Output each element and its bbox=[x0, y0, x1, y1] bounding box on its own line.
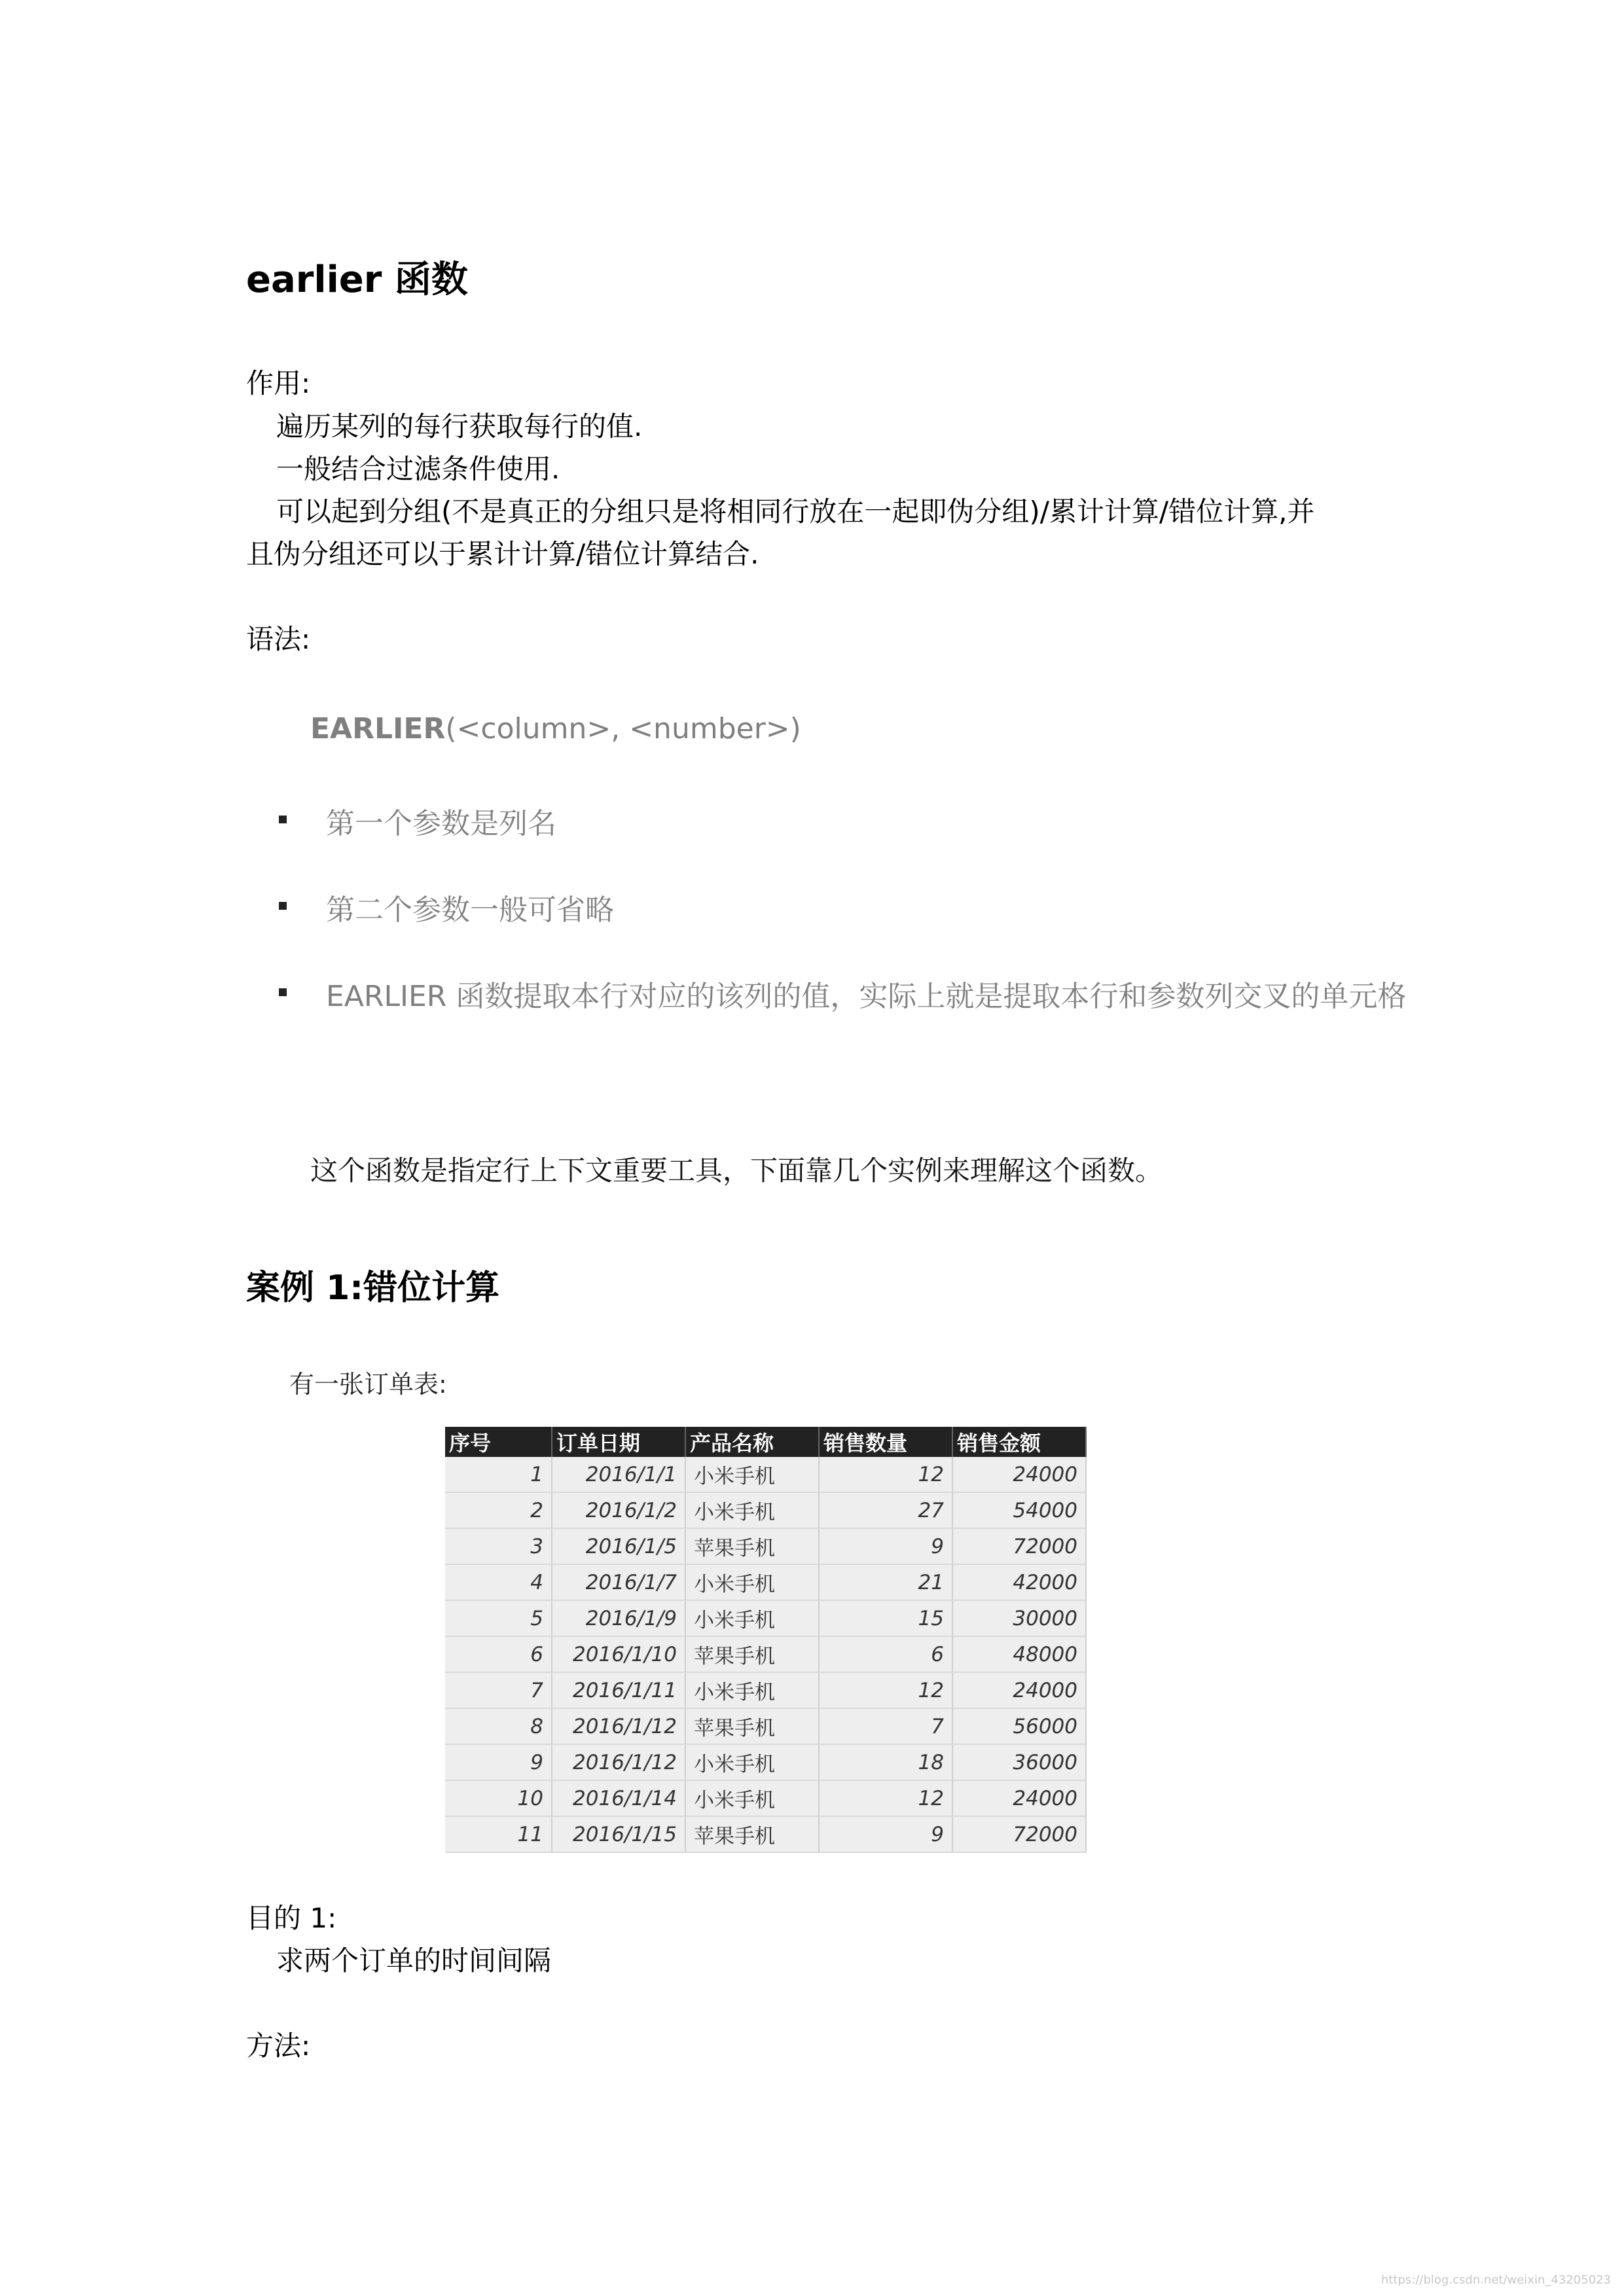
syntax-bullet-1: 第一个参数是列名 bbox=[326, 807, 556, 840]
table-cell: 2016/1/10 bbox=[552, 1636, 685, 1672]
table-cell: 48000 bbox=[952, 1636, 1086, 1672]
table-cell: 4 bbox=[445, 1564, 552, 1600]
table-cell: 21 bbox=[819, 1564, 952, 1600]
table-cell: 30000 bbox=[952, 1600, 1086, 1636]
table-cell: 2016/1/7 bbox=[552, 1564, 685, 1600]
table-cell: 苹果手机 bbox=[685, 1636, 819, 1672]
table-cell: 15 bbox=[819, 1600, 952, 1636]
goal-label: 目的 1: bbox=[246, 1902, 337, 1934]
table-header-row bbox=[445, 1427, 1086, 1457]
table-cell: 9 bbox=[819, 1816, 952, 1852]
table-cell: 小米手机 bbox=[685, 1744, 819, 1780]
usage-line-4: 且伪分组还可以于累计计算/错位计算结合. bbox=[246, 538, 759, 570]
table-cell: 2 bbox=[445, 1492, 552, 1528]
bullet-marker bbox=[279, 816, 287, 823]
table-cell: 2016/1/12 bbox=[552, 1744, 685, 1780]
table-row bbox=[445, 1528, 1086, 1564]
table-cell: 42000 bbox=[952, 1564, 1086, 1600]
table-row bbox=[445, 1636, 1086, 1672]
method-label: 方法: bbox=[246, 2030, 311, 2062]
table-cell: 小米手机 bbox=[685, 1600, 819, 1636]
syntax-bullet-2: 第二个参数一般可省略 bbox=[326, 893, 614, 927]
syntax-function-name: EARLIER bbox=[310, 712, 446, 745]
column-header: 销售数量 bbox=[819, 1427, 952, 1457]
watermark: https://blog.csdn.net/weixin_43205023 bbox=[1380, 2273, 1611, 2287]
usage-label: 作用: bbox=[246, 367, 311, 399]
table-cell: 56000 bbox=[952, 1708, 1086, 1744]
table-cell: 2016/1/2 bbox=[552, 1492, 685, 1528]
table-cell: 10 bbox=[445, 1780, 552, 1816]
case1-title: 案例 1:错位计算 bbox=[246, 1268, 500, 1308]
table-cell: 小米手机 bbox=[685, 1457, 819, 1492]
table-cell: 小米手机 bbox=[685, 1564, 819, 1600]
table-cell: 2016/1/1 bbox=[552, 1457, 685, 1492]
table-cell: 6 bbox=[445, 1636, 552, 1672]
table-cell: 24000 bbox=[952, 1672, 1086, 1708]
syntax-label: 语法: bbox=[246, 623, 311, 655]
table-cell: 9 bbox=[819, 1528, 952, 1564]
table-cell: 小米手机 bbox=[685, 1492, 819, 1528]
table-cell: 12 bbox=[819, 1672, 952, 1708]
table-cell: 54000 bbox=[952, 1492, 1086, 1528]
usage-line-2: 一般结合过滤条件使用. bbox=[276, 453, 560, 485]
table-row bbox=[445, 1816, 1086, 1852]
table-row bbox=[445, 1708, 1086, 1744]
table-cell: 12 bbox=[819, 1780, 952, 1816]
usage-line-3: 可以起到分组(不是真正的分组只是将相同行放在一起即伪分组)/累计计算/错位计算,并 bbox=[276, 495, 1315, 528]
page-title: earlier 函数 bbox=[246, 259, 468, 301]
case1-intro: 有一张订单表: bbox=[289, 1370, 447, 1399]
table-cell: 27 bbox=[819, 1492, 952, 1528]
table-row bbox=[445, 1780, 1086, 1816]
table-cell: 2016/1/11 bbox=[552, 1672, 685, 1708]
table-cell: 9 bbox=[445, 1744, 552, 1780]
orders-table bbox=[445, 1427, 1087, 1853]
table-cell: 小米手机 bbox=[685, 1780, 819, 1816]
table-cell: 24000 bbox=[952, 1780, 1086, 1816]
syntax-note: 这个函数是指定行上下文重要工具，下面靠几个实例来理解这个函数。 bbox=[310, 1155, 1163, 1187]
table-cell: 6 bbox=[819, 1636, 952, 1672]
table-cell: 2016/1/15 bbox=[552, 1816, 685, 1852]
goal-text: 求两个订单的时间间隔 bbox=[276, 1945, 552, 1977]
table-cell: 72000 bbox=[952, 1528, 1086, 1564]
syntax-bullet-3: EARLIER 函数提取本行对应的该列的值，实际上就是提取本行和参数列交叉的单元格 bbox=[326, 980, 1407, 1013]
table-row bbox=[445, 1492, 1086, 1528]
table-cell: 11 bbox=[445, 1816, 552, 1852]
table-cell: 2016/1/9 bbox=[552, 1600, 685, 1636]
table-cell: 苹果手机 bbox=[685, 1708, 819, 1744]
column-header: 序号 bbox=[445, 1427, 552, 1457]
table-cell: 72000 bbox=[952, 1816, 1086, 1852]
table-cell: 2016/1/5 bbox=[552, 1528, 685, 1564]
table-cell: 3 bbox=[445, 1528, 552, 1564]
column-header: 订单日期 bbox=[552, 1427, 685, 1457]
table-cell: 5 bbox=[445, 1600, 552, 1636]
syntax-signature bbox=[310, 712, 801, 745]
table-cell: 36000 bbox=[952, 1744, 1086, 1780]
column-header: 产品名称 bbox=[685, 1427, 819, 1457]
table-cell: 苹果手机 bbox=[685, 1528, 819, 1564]
bullet-marker bbox=[279, 902, 287, 910]
table-row bbox=[445, 1457, 1086, 1492]
table-cell: 18 bbox=[819, 1744, 952, 1780]
table-cell: 2016/1/12 bbox=[552, 1708, 685, 1744]
bullet-marker bbox=[279, 988, 287, 996]
table-cell: 12 bbox=[819, 1457, 952, 1492]
table-cell: 8 bbox=[445, 1708, 552, 1744]
usage-line-1: 遍历某列的每行获取每行的值. bbox=[276, 410, 643, 442]
table-cell: 24000 bbox=[952, 1457, 1086, 1492]
syntax-arguments: (<column>, <number>) bbox=[445, 712, 801, 745]
table-row bbox=[445, 1564, 1086, 1600]
table-cell: 7 bbox=[445, 1672, 552, 1708]
table-cell: 7 bbox=[819, 1708, 952, 1744]
table-cell: 小米手机 bbox=[685, 1672, 819, 1708]
table-cell: 2016/1/14 bbox=[552, 1780, 685, 1816]
column-header: 销售金额 bbox=[952, 1427, 1086, 1457]
table-cell: 苹果手机 bbox=[685, 1816, 819, 1852]
table-row bbox=[445, 1600, 1086, 1636]
table-cell: 1 bbox=[445, 1457, 552, 1492]
table-row bbox=[445, 1672, 1086, 1708]
table-row bbox=[445, 1744, 1086, 1780]
